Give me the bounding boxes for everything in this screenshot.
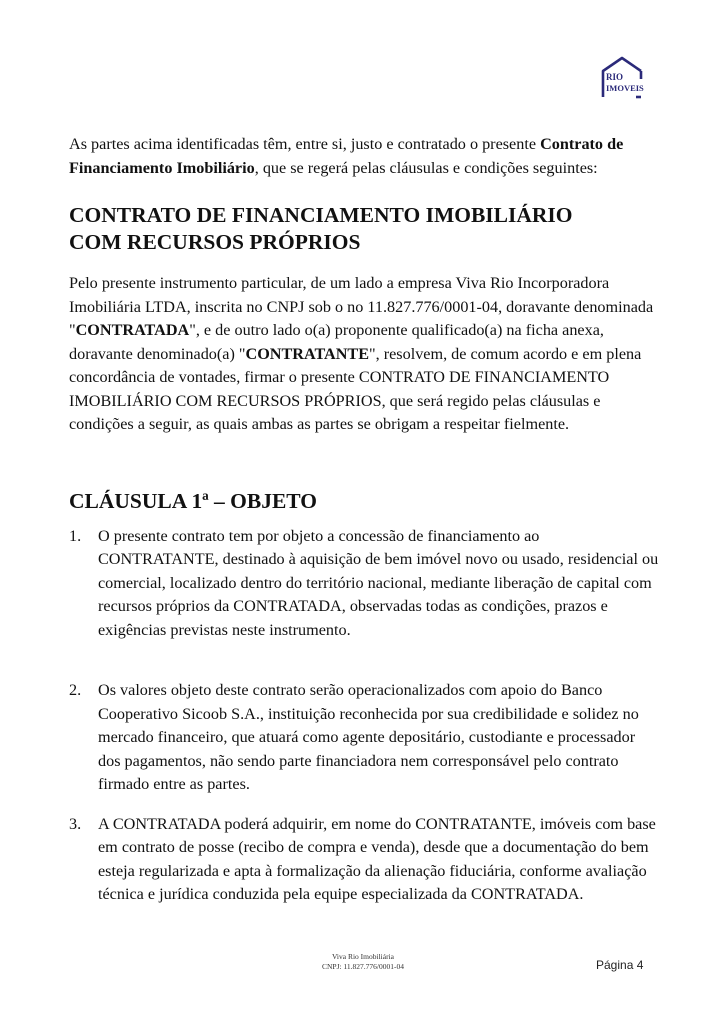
rio-imoveis-logo [600,55,652,99]
clause-item [69,525,661,643]
clause-item-number: 2. [69,681,82,699]
preamble-contratada: CONTRATADA [75,321,190,339]
clause-item-text: A CONTRATADA poderá adquirir, em nome do CONTRATANTE, imóveis com base em contrato de posse (recibo de compra e venda), desde que a documentação do bem esteja regularizada e apta à formalização da alienação fiduciária, conforme avaliação técnica e jurídica conduzida pela equipe especializada da CONTRATADA. [98,814,656,903]
preamble-text-1: Pelo presente instrumento particular, de um lado a empresa Viva Rio Incorporadora Imobiliária LTDA, inscrita no CNPJ sob o no 11.827.776/0001-04, doravante denominada " [69,274,654,339]
clause-item [69,813,661,907]
clause-item-text: Os valores objeto deste contrato serão operacionalizados com apoio do Banco Cooperativo Sicoob S.A., instituição reconhecida por sua credibilidade e solidez no mercado financeiro, que atuará como agente depositário, custodiante e processador dos pagamentos, não sendo parte financiadora nem corresponsável pelo contrato firmado entre as partes. [98,681,639,793]
footer-cnpj: CNPJ: 11.827.776/0001-04 [321,962,405,971]
footer-company-name: Viva Rio Imobiliária [331,952,395,961]
preamble-text-3: ", resolvem, de comum acordo e em plena concordância de vontades, firmar o presente CONTRATO DE FINANCIAMENTO IMOBILIÁRIO COM RECURSOS PRÓPRIOS, que será regido pelas cláusulas e condições a seguir, as quais ambas as partes se obrigam a respeitar fielmente. [69,344,642,433]
logo-text-rio: RIO [606,72,624,82]
intro-text-after: , que se regerá pelas cláusulas e condições seguintes: [254,158,598,177]
contract-title-line-2: COM RECURSOS PRÓPRIOS [69,230,361,254]
preamble-text-2: ", e de outro lado o(a) proponente qualificado(a) na ficha anexa, doravante denominado(a) " [69,321,604,363]
clause-item-number: 1. [69,526,82,545]
clause-item-text: O presente contrato tem por objeto a concessão de financiamento ao CONTRATANTE, destinado à aquisição de bem imóvel novo ou usado, residencial ou comercial, localizado dentro do território nacional, mediante liberação de capital com recursos próprios da CONTRATADA, observadas todas as condições, prazos e exigências previstas neste instrumento. [98,526,659,639]
document-body [69,133,661,907]
intro-text-before: As partes acima identificadas têm, entre si, justo e contratado o presente [69,135,541,153]
contract-title [69,202,661,256]
house-logo-icon [600,55,652,99]
clause-heading: CLÁUSULA 1ª – OBJETO [69,488,317,513]
preamble-paragraph [69,272,661,437]
footer-company-info [300,952,426,972]
contract-title-line-1: CONTRATO DE FINANCIAMENTO IMOBILIÁRIO [69,203,573,227]
logo-text-imoveis: IMOVEIS [606,83,644,93]
clause-item-list [69,525,661,907]
intro-paragraph [69,133,661,180]
clause-item [69,679,661,797]
page-number: Página 4 [596,958,644,972]
preamble-contratante: CONTRATANTE [245,344,370,363]
clause-item-number: 3. [69,814,82,833]
intro-contract-name: Contrato de Financiamento Imobiliário [69,135,624,177]
